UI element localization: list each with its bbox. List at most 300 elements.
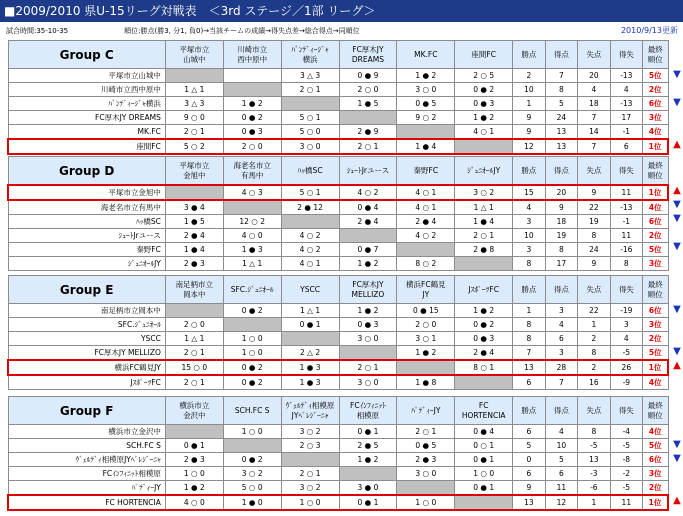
team-name: ｼﾞｭﾆｵｰﾙJY: [8, 257, 165, 271]
stat-cell: 6: [513, 425, 545, 439]
score-cell: 5 ○ 1: [281, 185, 339, 200]
score-cell: 2 ○ 1: [397, 425, 455, 439]
score-cell: 2 ○ 1: [165, 375, 223, 390]
score-cell: 1 △ 1: [165, 332, 223, 346]
stat-cell: 6: [545, 332, 577, 346]
table-row: [8, 495, 668, 510]
stat-cell: 10: [545, 439, 577, 453]
table-row: [8, 360, 668, 375]
score-cell: 4 ○ 0: [223, 229, 281, 243]
relegation-arrow-icon: ▼: [673, 69, 681, 80]
rank-cell: 4位: [643, 425, 668, 439]
stat-cell: 17: [610, 111, 642, 125]
score-cell: 0 ● 1: [455, 453, 513, 467]
opponent-header: 座間FC: [455, 41, 513, 69]
opponent-header: ﾊｯ橋SC: [281, 157, 339, 186]
rank-cell: 2位: [643, 332, 668, 346]
stat-cell: 12: [545, 495, 577, 510]
team-name: YSCC: [8, 332, 165, 346]
stat-cell: 28: [545, 360, 577, 375]
standings-table: [7, 275, 669, 390]
score-cell: 1 ● 2: [397, 69, 455, 83]
score-cell: 2 ○ 1: [281, 83, 339, 97]
stat-header: 失点: [578, 397, 610, 425]
stat-cell: -1: [610, 215, 642, 229]
team-name: SFC.ｼﾞｭﾆｵｰﾙ: [8, 318, 165, 332]
score-cell: 1 ● 2: [223, 97, 281, 111]
score-cell: 2 ○ 0: [223, 139, 281, 154]
team-name: 川崎市立西中原中: [8, 83, 165, 97]
score-cell: 4 ○ 1: [397, 185, 455, 200]
score-cell: 2 ● 3: [165, 257, 223, 271]
stat-cell: 3: [545, 304, 577, 318]
rank-cell: 2位: [643, 229, 668, 243]
stat-cell: 7: [545, 375, 577, 390]
header-row: [8, 157, 668, 186]
team-name: 海老名市立有馬中: [8, 200, 165, 215]
rank-cell: 3位: [643, 467, 668, 481]
stat-cell: 1: [578, 318, 610, 332]
score-cell: 1 ● 5: [165, 215, 223, 229]
opponent-header: ｼﾞｭﾆｵｰﾙJY: [455, 157, 513, 186]
stat-cell: 22: [578, 200, 610, 215]
stat-cell: 11: [610, 229, 642, 243]
stat-header: 得点: [545, 276, 577, 304]
team-name: 横浜FC鶴見JY: [8, 360, 165, 375]
rank-cell: 5位: [643, 439, 668, 453]
score-cell: 4 ○ 2: [281, 243, 339, 257]
stat-header: 最終 順位: [643, 276, 668, 304]
rank-cell: 6位: [643, 215, 668, 229]
self-cell: [223, 200, 281, 215]
rules-text: 試合時間:35-10-35 順位:勝点(勝3, 分1, 負0)→当該チームの成績→得失点差→総合得点→同順位: [6, 27, 360, 35]
table-row: [8, 185, 668, 200]
score-cell: 2 ○ 0: [339, 83, 397, 97]
score-cell: 0 ● 5: [397, 439, 455, 453]
promotion-arrow-icon: ▲: [673, 185, 681, 196]
self-cell: [339, 111, 397, 125]
opponent-header: YSCC: [281, 276, 339, 304]
group-name: Group E: [8, 276, 165, 304]
score-cell: 5 ○ 1: [281, 111, 339, 125]
rank-cell: 6位: [643, 453, 668, 467]
score-cell: 2 ○ 1: [339, 139, 397, 154]
stat-cell: 18: [578, 97, 610, 111]
stat-cell: 8: [513, 257, 545, 271]
promotion-arrow-icon: ▲: [673, 139, 681, 150]
score-cell: 3 ○ 0: [339, 375, 397, 390]
self-cell: [281, 332, 339, 346]
stat-cell: -8: [610, 453, 642, 467]
header-row: [8, 41, 668, 69]
self-cell: [339, 467, 397, 481]
standings-table: [7, 396, 669, 511]
self-cell: [397, 243, 455, 257]
self-cell: [455, 139, 513, 154]
self-cell: [223, 318, 281, 332]
self-cell: [165, 185, 223, 200]
stat-cell: 4: [545, 318, 577, 332]
stat-cell: 1: [513, 97, 545, 111]
score-cell: 2 ○ 0: [165, 318, 223, 332]
stat-header: 失点: [578, 41, 610, 69]
score-cell: 0 ● 4: [455, 425, 513, 439]
promotion-arrow-icon: ▲: [673, 495, 681, 506]
stat-cell: -3: [578, 467, 610, 481]
opponent-header: SFC.ｼﾞｭﾆｵｰﾙ: [223, 276, 281, 304]
stat-cell: 20: [545, 185, 577, 200]
stat-cell: -4: [610, 425, 642, 439]
score-cell: 1 ○ 0: [223, 346, 281, 361]
score-cell: 1 ○ 0: [397, 495, 455, 510]
opponent-header: 川崎市立 西中原中: [223, 41, 281, 69]
score-cell: 1 ● 2: [339, 304, 397, 318]
stat-cell: 9: [513, 125, 545, 140]
score-cell: 1 △ 1: [281, 304, 339, 318]
team-name: ｳﾞｪﾙﾃﾞｨ相模原JYﾍﾟﾚｼﾞｰﾆｬ: [8, 453, 165, 467]
stat-cell: -1: [610, 125, 642, 140]
stat-cell: -5: [578, 439, 610, 453]
stat-cell: 8: [545, 83, 577, 97]
stat-cell: 10: [513, 83, 545, 97]
score-cell: 0 ● 1: [165, 439, 223, 453]
opponent-header: FC HORTENCIA: [455, 397, 513, 425]
score-cell: 8 ○ 2: [397, 257, 455, 271]
stat-cell: -2: [610, 467, 642, 481]
stat-cell: 9: [513, 481, 545, 496]
stat-header: 最終 順位: [643, 397, 668, 425]
score-cell: 1 ● 4: [455, 215, 513, 229]
rank-cell: 1位: [643, 139, 668, 154]
stat-cell: 19: [545, 229, 577, 243]
score-cell: 0 ● 3: [455, 332, 513, 346]
table-row: [8, 215, 668, 229]
team-name: FC厚木JY MELLIZO: [8, 346, 165, 361]
opponent-header: ｼｭｰﾄJrユース: [339, 157, 397, 186]
opponent-header: FC厚木JY MELLIZO: [339, 276, 397, 304]
stat-cell: 11: [610, 495, 642, 510]
opponent-header: SCH.FC S: [223, 397, 281, 425]
stat-cell: 4: [578, 83, 610, 97]
score-cell: 5 ○ 0: [223, 481, 281, 496]
score-cell: 0 ● 2: [223, 453, 281, 467]
stat-cell: 4: [610, 83, 642, 97]
score-cell: 2 ○ 1: [165, 125, 223, 140]
team-name: 秦野FC: [8, 243, 165, 257]
standings-table: [7, 40, 669, 155]
score-cell: 1 ● 2: [397, 346, 455, 361]
stat-cell: 3: [513, 243, 545, 257]
table-row: [8, 439, 668, 453]
table-row: [8, 139, 668, 154]
self-cell: [455, 495, 513, 510]
score-cell: 0 ○ 1: [455, 439, 513, 453]
score-cell: 2 ○ 1: [165, 346, 223, 361]
rank-cell: 5位: [643, 243, 668, 257]
group-name: Group C: [8, 41, 165, 69]
self-cell: [165, 425, 223, 439]
stat-header: 失点: [578, 276, 610, 304]
table-row: [8, 453, 668, 467]
self-cell: [397, 360, 455, 375]
stat-cell: 6: [545, 467, 577, 481]
score-cell: 0 ● 1: [455, 481, 513, 496]
score-cell: 0 ● 7: [339, 243, 397, 257]
stat-cell: 14: [578, 125, 610, 140]
opponent-header: 平塚市立 金旭中: [165, 157, 223, 186]
group-section: [7, 156, 669, 271]
stat-cell: 6: [513, 467, 545, 481]
self-cell: [281, 97, 339, 111]
team-name: ﾊﾞﾝﾃﾞｨｰｼﾞｬ横浜: [8, 97, 165, 111]
score-cell: 5 ○ 0: [281, 125, 339, 140]
stat-cell: 12: [513, 139, 545, 154]
page-title: ■2009/2010 県U-15リーグ対戦表 ＜3rd ステージ／1部 リーグ＞: [0, 0, 683, 22]
opponent-header: JｽﾎﾟｰﾂFC: [455, 276, 513, 304]
relegation-arrow-icon: ▼: [673, 97, 681, 108]
score-cell: 4 ○ 2: [339, 185, 397, 200]
team-name: ﾊﾟﾃﾞｨｰJY: [8, 481, 165, 496]
score-cell: 1 △ 1: [165, 83, 223, 97]
stat-cell: -5: [610, 346, 642, 361]
stat-cell: 24: [578, 243, 610, 257]
score-cell: 2 ○ 1: [455, 229, 513, 243]
score-cell: 1 ● 2: [455, 304, 513, 318]
stat-cell: 13: [578, 453, 610, 467]
score-cell: 3 ○ 2: [281, 481, 339, 496]
rank-cell: 6位: [643, 304, 668, 318]
relegation-arrow-icon: ▼: [673, 213, 681, 224]
stat-cell: 16: [578, 375, 610, 390]
stat-header: 得失: [610, 397, 642, 425]
relegation-arrow-icon: ▼: [673, 453, 681, 464]
stat-header: 失点: [578, 157, 610, 186]
score-cell: 4 ○ 1: [397, 200, 455, 215]
score-cell: 3 ○ 1: [397, 332, 455, 346]
stat-header: 勝点: [513, 276, 545, 304]
stat-header: 勝点: [513, 157, 545, 186]
stat-cell: 7: [578, 111, 610, 125]
team-name: SCH.FC S: [8, 439, 165, 453]
stat-cell: 13: [545, 125, 577, 140]
stat-cell: -6: [578, 481, 610, 496]
score-cell: 1 ● 3: [223, 243, 281, 257]
team-name: ﾊｯ橋SC: [8, 215, 165, 229]
score-cell: 4 ○ 3: [223, 185, 281, 200]
stat-cell: 9: [578, 185, 610, 200]
stat-cell: 8: [610, 257, 642, 271]
stat-cell: 3: [610, 318, 642, 332]
stat-cell: 20: [578, 69, 610, 83]
score-cell: 2 ● 4: [455, 346, 513, 361]
score-cell: 2 ○ 1: [281, 467, 339, 481]
stat-header: 最終 順位: [643, 157, 668, 186]
stat-cell: 22: [578, 304, 610, 318]
score-cell: 1 ○ 0: [223, 332, 281, 346]
opponent-header: 横浜市立 金沢中: [165, 397, 223, 425]
score-cell: 0 ● 2: [223, 360, 281, 375]
relegation-arrow-icon: ▼: [673, 199, 681, 210]
rank-cell: 3位: [643, 318, 668, 332]
score-cell: 4 ○ 2: [397, 229, 455, 243]
score-cell: 3 ○ 2: [223, 467, 281, 481]
stat-cell: 24: [545, 111, 577, 125]
rank-cell: 4位: [643, 200, 668, 215]
group-name: Group D: [8, 157, 165, 186]
stat-cell: 8: [513, 318, 545, 332]
self-cell: [223, 439, 281, 453]
score-cell: 1 ● 5: [339, 97, 397, 111]
table-row: [8, 425, 668, 439]
score-cell: 4 ○ 0: [165, 495, 223, 510]
score-cell: 0 ● 1: [339, 495, 397, 510]
opponent-header: 秦野FC: [397, 157, 455, 186]
score-cell: 2 ○ 1: [339, 360, 397, 375]
score-cell: 2 ● 8: [455, 243, 513, 257]
stat-cell: -19: [610, 304, 642, 318]
stat-cell: -5: [610, 439, 642, 453]
score-cell: 1 ● 4: [165, 243, 223, 257]
opponent-header: 南足柄市立 岡本中: [165, 276, 223, 304]
self-cell: [339, 346, 397, 361]
score-cell: 2 △ 2: [281, 346, 339, 361]
score-cell: 0 ● 2: [223, 304, 281, 318]
score-cell: 3 ○ 0: [397, 83, 455, 97]
self-cell: [223, 83, 281, 97]
stat-cell: 4: [513, 200, 545, 215]
group-section: [7, 40, 669, 155]
opponent-header: 海老名市立 有馬中: [223, 157, 281, 186]
team-name: FC厚木JY DREAMS: [8, 111, 165, 125]
stat-cell: 5: [513, 439, 545, 453]
rank-cell: 1位: [643, 185, 668, 200]
stat-cell: 26: [610, 360, 642, 375]
score-cell: 12 ○ 2: [223, 215, 281, 229]
stat-cell: 6: [610, 139, 642, 154]
team-name: 南足柄市立岡本中: [8, 304, 165, 318]
stat-cell: 0: [513, 453, 545, 467]
opponent-header: FCｲﾝﾌｨﾆｯﾄ 相模原: [339, 397, 397, 425]
stat-header: 得点: [545, 41, 577, 69]
score-cell: 2 ● 3: [397, 453, 455, 467]
opponent-header: ｳﾞｪﾙﾃﾞｨ相模原 JYﾍﾟﾚｼﾞｰﾆｬ: [281, 397, 339, 425]
table-row: [8, 304, 668, 318]
stat-cell: 8: [578, 229, 610, 243]
score-cell: 4 ○ 2: [281, 229, 339, 243]
stat-cell: 7: [513, 346, 545, 361]
stat-cell: 17: [545, 257, 577, 271]
stat-cell: 1: [578, 495, 610, 510]
stat-cell: -5: [610, 481, 642, 496]
rank-cell: 3位: [643, 111, 668, 125]
team-name: 平塚市立山城中: [8, 69, 165, 83]
score-cell: 8 ○ 1: [455, 360, 513, 375]
stat-cell: 13: [513, 360, 545, 375]
score-cell: 4 ○ 1: [455, 125, 513, 140]
self-cell: [397, 481, 455, 496]
score-cell: 0 ● 3: [455, 97, 513, 111]
score-cell: 3 △ 3: [165, 97, 223, 111]
score-cell: 3 ● 4: [165, 200, 223, 215]
rank-cell: 4位: [643, 375, 668, 390]
score-cell: 2 ● 3: [165, 453, 223, 467]
table-row: [8, 69, 668, 83]
stat-cell: 8: [513, 332, 545, 346]
team-name: 平塚市立金旭中: [8, 185, 165, 200]
header-row: [8, 276, 668, 304]
table-row: [8, 346, 668, 361]
stat-cell: 11: [610, 185, 642, 200]
rank-cell: 1位: [643, 495, 668, 510]
stat-header: 得失: [610, 157, 642, 186]
score-cell: 2 ● 12: [281, 200, 339, 215]
score-cell: 9 ○ 0: [165, 111, 223, 125]
table-row: [8, 467, 668, 481]
self-cell: [165, 69, 223, 83]
score-cell: 0 ● 1: [281, 318, 339, 332]
stat-cell: 8: [578, 346, 610, 361]
team-name: FC HORTENCIA: [8, 495, 165, 510]
stat-cell: 2: [578, 332, 610, 346]
stat-cell: 11: [545, 481, 577, 496]
score-cell: 0 ● 9: [339, 69, 397, 83]
score-cell: 1 ● 2: [339, 453, 397, 467]
stat-cell: 2: [513, 69, 545, 83]
score-cell: 2 ● 4: [397, 215, 455, 229]
score-cell: 0 ● 15: [397, 304, 455, 318]
opponent-header: MK.FC: [397, 41, 455, 69]
team-name: FCｲﾝﾌｨﾆｯﾄ相模原: [8, 467, 165, 481]
relegation-arrow-icon: ▼: [673, 241, 681, 252]
relegation-arrow-icon: ▼: [673, 439, 681, 450]
score-cell: 1 ● 2: [165, 481, 223, 496]
promotion-arrow-icon: ▲: [673, 360, 681, 371]
score-cell: 0 ● 2: [455, 83, 513, 97]
score-cell: 1 ○ 0: [223, 425, 281, 439]
stat-cell: 15: [513, 185, 545, 200]
relegation-arrow-icon: ▼: [673, 304, 681, 315]
score-cell: 0 ● 2: [223, 111, 281, 125]
table-row: [8, 375, 668, 390]
rank-cell: 6位: [643, 97, 668, 111]
table-row: [8, 257, 668, 271]
score-cell: 0 ● 5: [397, 97, 455, 111]
table-row: [8, 97, 668, 111]
stat-cell: 9: [578, 257, 610, 271]
table-row: [8, 481, 668, 496]
score-cell: 15 ○ 0: [165, 360, 223, 375]
stat-cell: 6: [513, 375, 545, 390]
score-cell: 5 ○ 2: [165, 139, 223, 154]
stat-header: 得点: [545, 397, 577, 425]
score-cell: 1 ● 2: [339, 257, 397, 271]
team-name: ｼｭｰﾄJrユース: [8, 229, 165, 243]
self-cell: [281, 215, 339, 229]
stat-cell: 13: [545, 139, 577, 154]
opponent-header: ﾊﾟﾃﾞｨｰJY: [397, 397, 455, 425]
stat-header: 得失: [610, 276, 642, 304]
score-cell: 2 ● 5: [339, 439, 397, 453]
self-cell: [397, 125, 455, 140]
rank-cell: 3位: [643, 257, 668, 271]
stat-cell: 4: [545, 425, 577, 439]
stat-cell: 2: [578, 360, 610, 375]
stat-cell: 9: [545, 200, 577, 215]
table-row: [8, 243, 668, 257]
rank-cell: 2位: [643, 481, 668, 496]
stat-cell: -16: [610, 243, 642, 257]
score-cell: 0 ● 3: [223, 125, 281, 140]
